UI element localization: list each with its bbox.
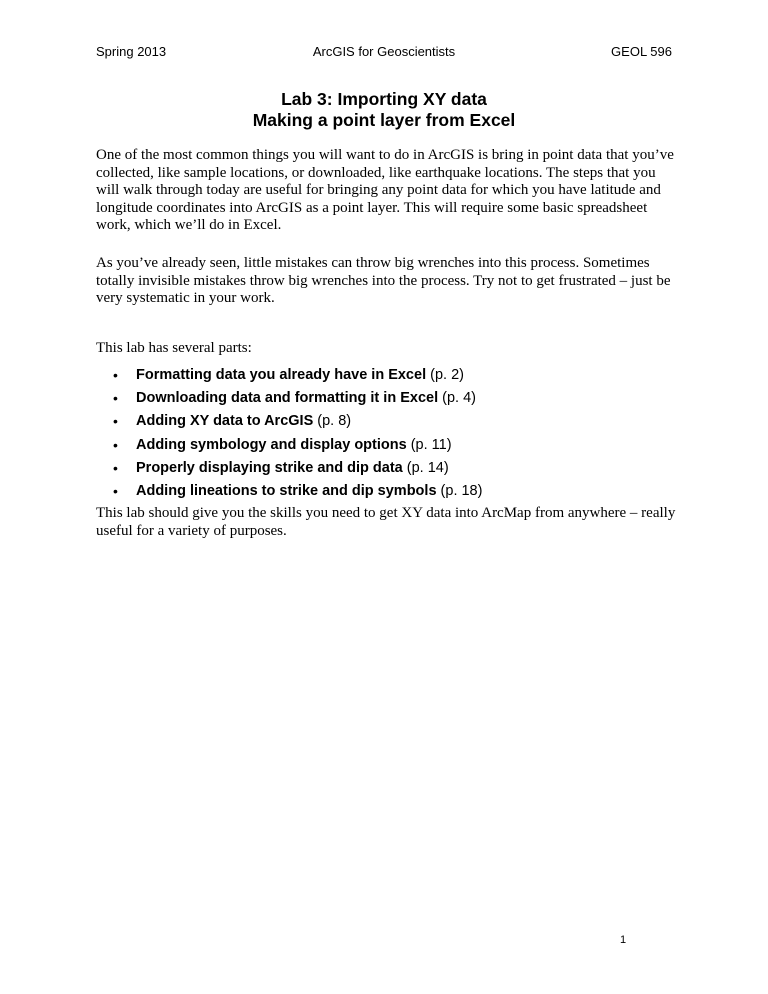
page-number: 1 xyxy=(620,934,627,946)
title-line-1: Lab 3: Importing XY data xyxy=(281,89,487,109)
part-title: Adding symbology and display options xyxy=(136,436,407,453)
part-title: Adding XY data to ArcGIS xyxy=(136,413,314,430)
closing-paragraph: This lab should give you the skills you need to get XY data into ArcMap from anywhere – really useful for a variety of purposes. xyxy=(96,505,676,539)
part-page: (p. 14) xyxy=(406,459,449,476)
bullet-icon: • xyxy=(113,413,118,430)
header-course-title: ArcGIS for Geoscientists xyxy=(312,44,456,59)
title-line-2: Making a point layer from Excel xyxy=(252,110,516,130)
part-title: Properly displaying strike and dip data xyxy=(136,459,403,476)
part-page: (p. 11) xyxy=(410,436,452,453)
bullet-icon: • xyxy=(113,390,118,407)
part-title: Formatting data you already have in Excel xyxy=(136,367,427,383)
bullet-icon: • xyxy=(113,482,118,499)
document-title xyxy=(96,89,672,131)
list-item xyxy=(96,387,676,410)
part-page: (p. 8) xyxy=(317,413,352,430)
part-page: (p. 2) xyxy=(430,367,464,383)
header-course-code: GEOL 596 xyxy=(611,44,672,59)
bullet-icon: • xyxy=(113,367,118,383)
part-title: Downloading data and formatting it in Excel xyxy=(136,390,439,407)
parts-list xyxy=(96,364,676,503)
bullet-icon: • xyxy=(113,459,118,476)
parts-lead-paragraph: This lab has several parts: xyxy=(96,340,252,356)
list-item xyxy=(96,434,676,457)
part-page: (p. 18) xyxy=(440,482,483,499)
list-item xyxy=(96,480,676,503)
list-item xyxy=(96,457,676,480)
list-item xyxy=(96,410,676,433)
list-item xyxy=(96,364,676,387)
part-page: (p. 4) xyxy=(442,390,476,407)
part-title: Adding lineations to strike and dip symbols xyxy=(136,482,437,499)
intro-paragraph-1: One of the most common things you will want to do in ArcGIS is bring in point data that you’ve collected, like sample locations, or downloaded, like earthquake locations. The steps that you will walk through today are useful for bringing any point data for which you have latitude and longitude coordinates into ArcGIS as a point layer. This will require some basic spreadsheet work, which we’ll do in Excel. xyxy=(96,147,674,233)
header-term: Spring 2013 xyxy=(96,44,167,59)
intro-paragraph-2: As you’ve already seen, little mistakes can throw big wrenches into this process. Sometimes totally invisible mistakes throw big wrenches into the process. Try not to get frustrated – just be very systematic in your work. xyxy=(96,255,671,306)
bullet-icon: • xyxy=(113,436,118,453)
